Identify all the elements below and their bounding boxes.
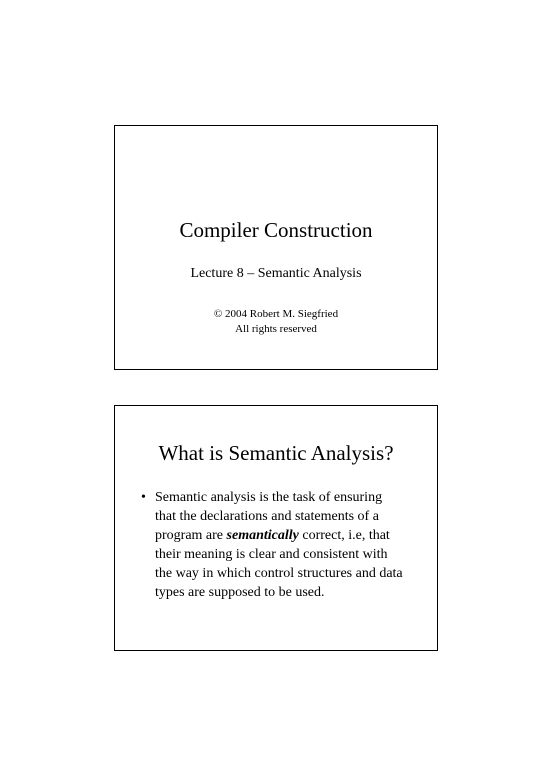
- slide-title: Compiler Construction: [179, 218, 373, 242]
- slide-semantic-analysis: [114, 405, 438, 651]
- bullet-line-part: correct, i.e, that: [298, 528, 390, 543]
- bullet-line: that the declarations and statements of a: [155, 509, 379, 524]
- bullet-line: the way in which control structures and data: [155, 566, 403, 581]
- bullet-line: [155, 526, 431, 545]
- lecture-subtitle: Lecture 8 – Semantic Analysis: [190, 266, 362, 281]
- rights-notice: All rights reserved: [235, 323, 317, 335]
- bullet-line: types are supposed to be used.: [155, 585, 325, 600]
- copyright-notice: © 2004 Robert M. Siegfried: [213, 308, 339, 320]
- slide-title-page: [114, 125, 438, 370]
- bullet-line: Semantic analysis is the task of ensuring: [155, 490, 383, 505]
- slide-heading: What is Semantic Analysis?: [158, 441, 394, 465]
- bullet-line: their meaning is clear and consistent with: [155, 547, 388, 562]
- bullet-marker: •: [141, 490, 146, 505]
- bullet-text: [155, 488, 431, 602]
- bullet-line-part: program are: [155, 528, 227, 543]
- emphasized-word: semantically: [226, 528, 299, 543]
